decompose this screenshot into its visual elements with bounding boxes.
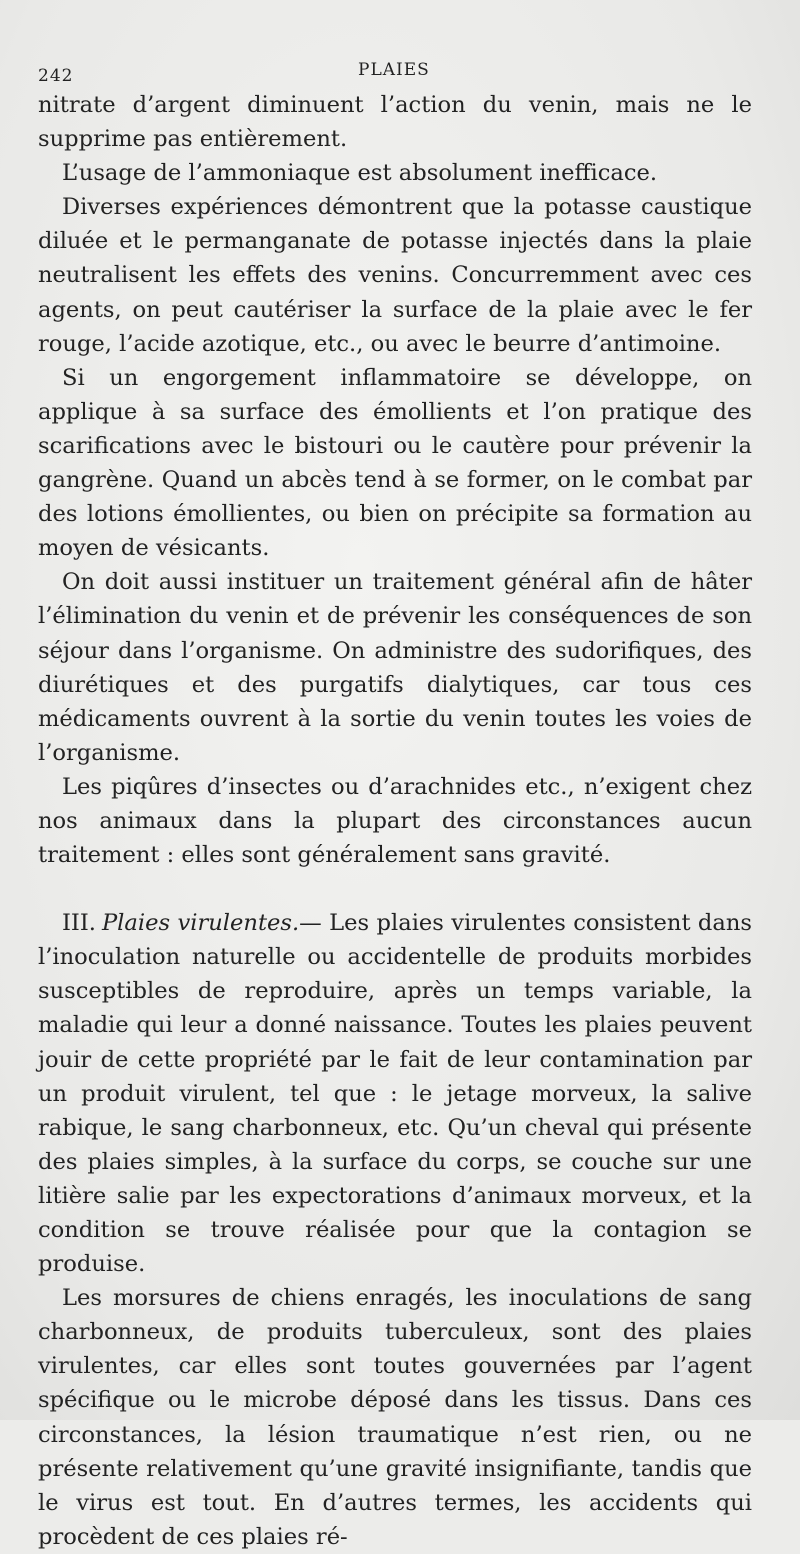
section-plaies-virulentes bbox=[38, 906, 752, 1281]
section-title: Plaies virulentes. bbox=[101, 910, 300, 937]
page-body bbox=[38, 88, 752, 1554]
paragraph-engorgement: Si un engorgement inflammatoire se développe, on applique à sa surface des émollients et l’on pratique des scarifications avec le bistouri ou le cautère pour prévenir la gangrène. Quand un abcès tend à se former, on le combat par des lotions émollientes, ou bien on précipite sa formation au moyen de vésicants. bbox=[38, 364, 752, 562]
paragraph-piqures: Les piqûres d’insectes ou d’arachnides etc., n’exigent chez nos animaux dans la plupart des circonstances aucun traitement : elles sont généralement sans gravité. bbox=[38, 773, 752, 869]
paragraph-morsures: Les morsures de chiens enragés, les inoculations de sang charbonneux, de produits tuberculeux, sont des plaies virulentes, car elles sont toutes gouvernées par l’agent spécifique ou le microbe déposé dans les tissus. Dans ces circonstances, la lésion traumatique n’est rien, ou ne présente relativement qu’une gravité insignifiante, tandis que le virus est tout. En d’autres termes, les accidents qui procèdent de ces plaies ré- bbox=[38, 1285, 752, 1550]
running-head bbox=[38, 58, 752, 88]
section-first-paragraph: Les plaies virulentes consistent dans l’inoculation naturelle ou accidentelle de produits morbides susceptibles de reproduire, après un temps variable, la maladie qui leur a donné naissance. Toutes les plaies peuvent jouir de cette propriété par le fait de leur contamination par un produit virulent, tel que : le jetage morveux, la salive rabique, le sang charbonneux, etc. Qu’un cheval qui présente des plaies simples, à la surface du corps, se couche sur une litière salie par les expectorations d’animaux morveux, et la condition se trouve réalisée pour que la contagion se produise. bbox=[38, 910, 752, 1278]
section-dash: — bbox=[299, 910, 322, 937]
paragraph-potasse: Diverses expériences démontrent que la potasse caustique diluée et le permanganate de potasse injectés dans la plaie neutralisent les effets des venins. Concurremment avec ces agents, on peut cautériser la surface de la plaie avec le fer rouge, l’acide azotique, etc., ou avec le beurre d’antimoine. bbox=[38, 194, 752, 357]
paragraph-ammoniaque: L’usage de l’ammoniaque est absolument inefficace. bbox=[62, 160, 658, 187]
running-title: PLAIES bbox=[358, 60, 430, 80]
paragraph-venin-continuation: nitrate d’argent diminuent l’action du venin, mais ne le supprime pas entièrement. bbox=[38, 92, 752, 153]
paragraph-traitement-general: On doit aussi instituer un traitement général afin de hâter l’élimination du venin et de prévenir les conséquences de son séjour dans l’organisme. On administre des sudorifiques, des diurétiques et des purgatifs dialytiques, car tous ces médicaments ouvrent à la sortie du venin toutes les voies de l’organisme. bbox=[38, 569, 752, 766]
page-number: 242 bbox=[38, 66, 74, 86]
section-number: III. bbox=[62, 910, 96, 937]
